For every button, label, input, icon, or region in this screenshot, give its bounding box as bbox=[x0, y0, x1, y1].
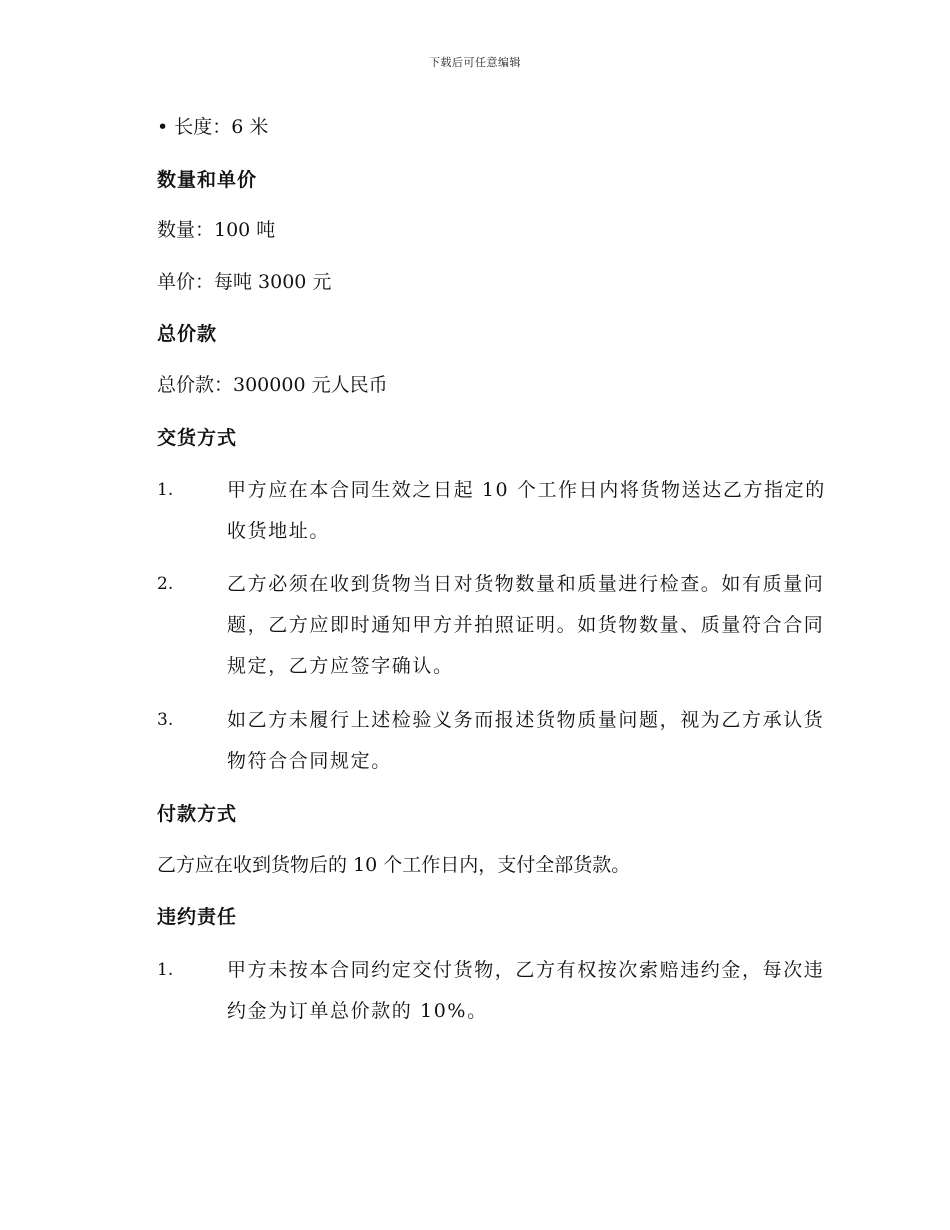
quantity-text: 数量：100 吨 bbox=[157, 219, 276, 241]
breach-item-1-text bbox=[113, 950, 833, 1032]
page-header: 下载后可任意编辑 bbox=[429, 56, 521, 69]
payment-heading: 付款方式 bbox=[157, 803, 238, 825]
quantity-heading: 数量和单价 bbox=[157, 169, 258, 191]
unit-price-text: 单价：每吨 3000 元 bbox=[157, 271, 332, 293]
delivery-item-3-number: 3. bbox=[157, 710, 174, 730]
delivery-item-1-body: 甲方应在本合同生效之日起 10 个工作日内将货物送达乙方指定的收货地址。 bbox=[227, 479, 826, 542]
breach-item-1-number: 1. bbox=[157, 960, 174, 980]
spec-length: • 长度：6 米 bbox=[157, 116, 269, 138]
delivery-item-2-text bbox=[113, 564, 833, 687]
delivery-item-2-number: 2. bbox=[157, 574, 174, 594]
breach-heading: 违约责任 bbox=[157, 906, 238, 928]
delivery-heading: 交货方式 bbox=[157, 427, 238, 449]
delivery-item-1-text bbox=[113, 470, 833, 552]
delivery-item-1-number: 1. bbox=[157, 480, 174, 500]
total-text: 总价款：300000 元人民币 bbox=[157, 374, 388, 396]
delivery-item-2-body: 乙方必须在收到货物当日对货物数量和质量进行检查。如有质量问题，乙方应即时通知甲方并拍照证明。如货物数量、质量符合合同规定，乙方应签字确认。 bbox=[227, 573, 825, 677]
delivery-item-3-body: 如乙方未履行上述检验义务而报述货物质量问题，视为乙方承认货物符合合同规定。 bbox=[227, 709, 825, 772]
delivery-item-3-text bbox=[113, 700, 833, 782]
total-heading: 总价款 bbox=[157, 323, 218, 345]
payment-text: 乙方应在收到货物后的 10 个工作日内，支付全部货款。 bbox=[157, 854, 631, 876]
breach-item-1-body: 甲方未按本合同约定交付货物，乙方有权按次索赔违约金，每次违约金为订单总价款的 10%。 bbox=[227, 959, 825, 1022]
